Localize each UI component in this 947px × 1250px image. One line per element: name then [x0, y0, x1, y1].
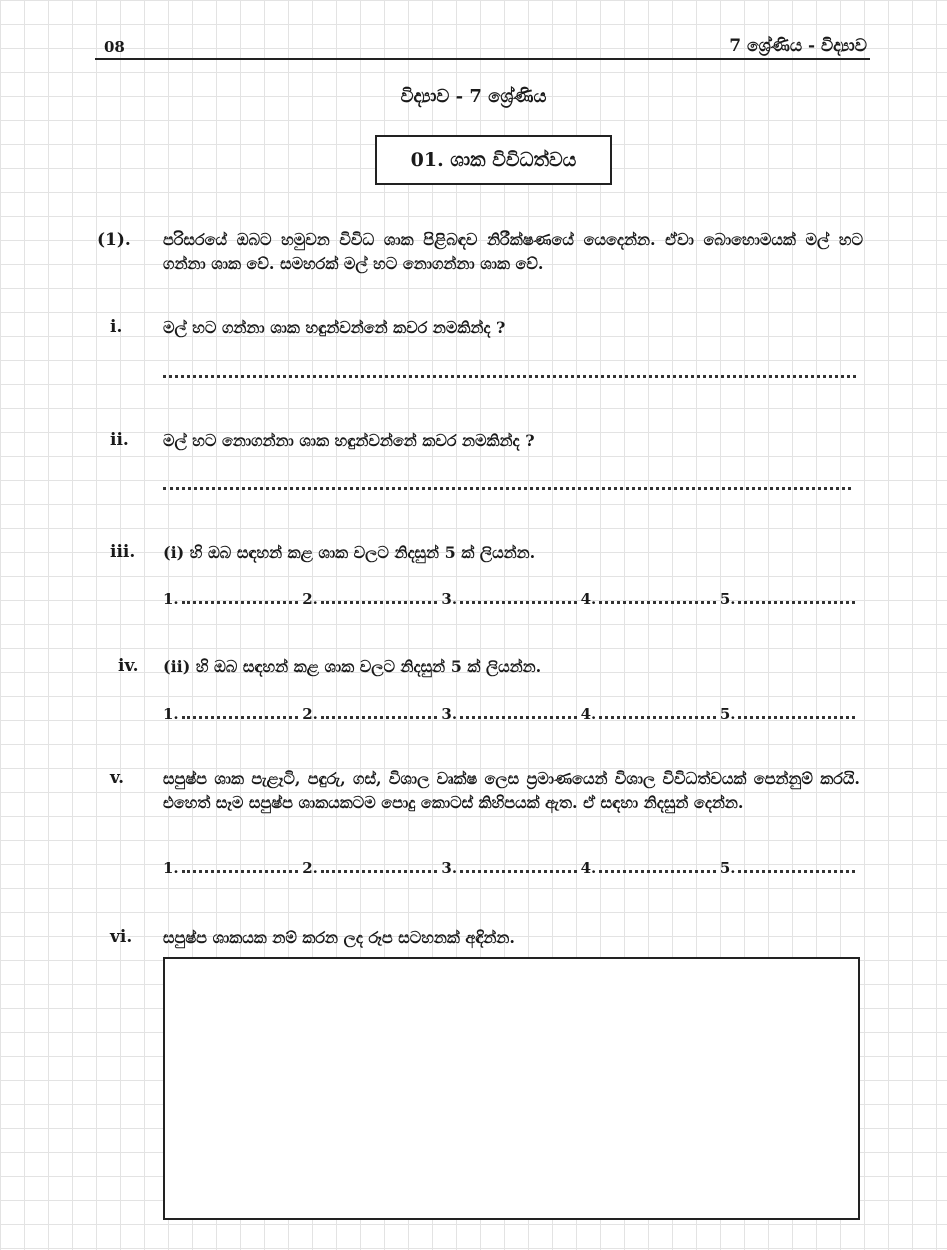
answer-slot[interactable]: [720, 859, 859, 877]
question-1-number: i.: [110, 317, 123, 337]
answer-slot[interactable]: [163, 705, 302, 723]
answer-slot[interactable]: [720, 590, 859, 608]
answer-dots: [738, 601, 855, 604]
question-4-text: (ii) හි ඔබ සඳහන් කළ ශාක වලට නිදසුන් 5 ක් ලියන්න.: [163, 657, 542, 676]
answer-slot[interactable]: [581, 859, 720, 877]
answer-slot[interactable]: [720, 705, 859, 723]
answer-row-3: [163, 586, 859, 608]
question-4-number: iv.: [118, 656, 139, 676]
question-2-number: ii.: [110, 430, 129, 450]
answer-dots: [182, 601, 299, 604]
answer-slot[interactable]: [441, 590, 580, 608]
answer-slot[interactable]: [441, 859, 580, 877]
answer-dots: [460, 601, 577, 604]
question-3-number: iii.: [110, 542, 136, 562]
intro-text: පරිසරයේ ඔබට හමුවන විවිධ ශාක පිළිබඳව නිරීක්ෂණයේ යෙදෙන්න. ඒවා බොහොමයක් මල් හට ගන්නා ශාක වේ. සමහරක් මල් හට නොගන්නා ශාක වේ.: [163, 230, 863, 273]
answer-dots: [599, 601, 716, 604]
answer-slot[interactable]: [302, 859, 441, 877]
answer-dots: [599, 870, 716, 873]
answer-line-1[interactable]: [163, 375, 856, 378]
answer-dots: [599, 716, 716, 719]
answer-number: 4.: [580, 590, 597, 608]
answer-number: 4.: [580, 859, 597, 877]
chapter-title: 01. ශාක විවිධත්වය: [410, 149, 577, 171]
answer-dots: [321, 870, 438, 873]
question-1-text: මල් හට ගන්නා ශාක හඳුන්වන්නේ කවර නමකින්ද ?: [163, 318, 506, 337]
answer-dots: [182, 870, 299, 873]
answer-dots: [321, 716, 438, 719]
drawing-area[interactable]: [163, 957, 860, 1220]
answer-row-4: [163, 701, 859, 723]
answer-dots: [460, 870, 577, 873]
question-5-text: සපුෂ්ප ශාක පැළෑටි, පඳුරු, ගස්, විශාල වෘක්ෂ ලෙස ප්‍රමාණයෙන් විශාල විවිධත්වයක් පෙන්නුම් කරයි. එහෙත් සෑම සපුෂ්ප ශාකයකටම පොදු කොටස් කිහිපයක් ඇත. ඒ සඳහා නිදසුන් දෙන්න.: [163, 769, 860, 812]
answer-row-5: [163, 855, 859, 877]
header-rule: [95, 58, 870, 60]
question-3-text: (i) හි ඔබ සඳහන් කළ ශාක වලට නිදසුන් 5 ක් ලියන්න.: [163, 543, 536, 562]
answer-slot[interactable]: [163, 859, 302, 877]
answer-number: 4.: [580, 705, 597, 723]
answer-dots: [460, 716, 577, 719]
answer-number: 5.: [719, 859, 736, 877]
answer-number: 5.: [719, 590, 736, 608]
subject-title: විද්‍යාව - 7 ශ්‍රේණිය: [400, 86, 547, 107]
answer-number: 1.: [163, 705, 179, 723]
answer-dots: [738, 870, 855, 873]
answer-dots: [321, 601, 438, 604]
answer-number: 1.: [163, 859, 179, 877]
running-header: 7 ශ්‍රේණිය - විද්‍යාව: [729, 36, 867, 56]
answer-number: 3.: [441, 859, 458, 877]
answer-slot[interactable]: [302, 705, 441, 723]
question-6-number: vi.: [110, 927, 133, 947]
intro-number: (1).: [97, 230, 131, 250]
answer-number: 1.: [163, 590, 179, 608]
answer-dots: [738, 716, 855, 719]
chapter-title-box: [375, 135, 612, 185]
answer-slot[interactable]: [163, 590, 302, 608]
question-6-text: සපුෂ්ප ශාකයක නම් කරන ලද රූප සටහනක් අඳින්න.: [163, 928, 515, 947]
answer-number: 3.: [441, 590, 458, 608]
answer-number: 2.: [302, 859, 318, 877]
page-number: 08: [104, 38, 125, 56]
answer-number: 2.: [302, 590, 318, 608]
answer-slot[interactable]: [441, 705, 580, 723]
answer-slot[interactable]: [581, 705, 720, 723]
answer-number: 3.: [441, 705, 458, 723]
answer-slot[interactable]: [302, 590, 441, 608]
question-5-number: v.: [110, 768, 125, 788]
answer-number: 2.: [302, 705, 318, 723]
answer-number: 5.: [719, 705, 736, 723]
answer-dots: [182, 716, 299, 719]
answer-slot[interactable]: [581, 590, 720, 608]
answer-line-2[interactable]: [163, 487, 851, 490]
question-2-text: මල් හට නොගන්නා ශාක හඳුන්වන්නේ කවර නමකින්ද ?: [163, 431, 535, 450]
